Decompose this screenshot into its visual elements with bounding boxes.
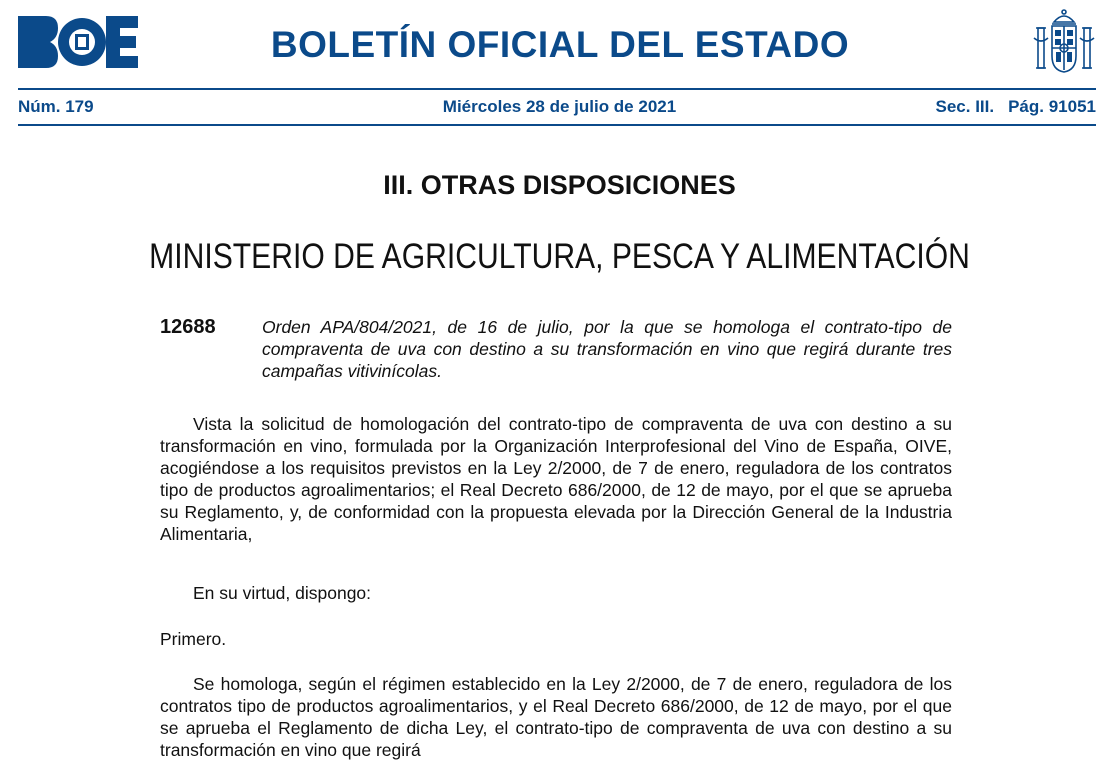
article-heading: Primero.	[160, 629, 227, 649]
section-page	[922, 97, 1097, 117]
ministry-heading: MINISTERIO DE AGRICULTURA, PESCA Y ALIMENTACIÓN	[149, 237, 970, 276]
page-label: Pág. 91051	[1008, 97, 1096, 116]
paragraph-2: Se homologa, según el régimen establecido en la Ley 2/2000, de 7 de enero, reguladora de los contratos tipo de productos agroalimentarios, y el Real Decreto 686/2000, de 12 de mayo, por el que se aprueba el Reglamento de dicha Ley, el contrato-tipo de compraventa de uva con destino a su transformación en vino que regirá	[160, 674, 952, 760]
header-rule-top	[18, 88, 1096, 90]
header-rule-bottom	[18, 124, 1096, 126]
order-title: Orden APA/804/2021, de 16 de julio, por la que se homologa el contrato-tipo de compraventa de uva con destino a su transformación en vino que regirá durante tres campañas vitivinícolas.	[262, 317, 952, 381]
boe-logo	[18, 16, 138, 68]
order-number: 12688	[160, 316, 216, 338]
page-title: BOLETÍN OFICIAL DEL ESTADO	[270, 24, 850, 65]
paragraph-1-sub: En su virtud, dispongo:	[193, 583, 372, 603]
spain-coat-of-arms-icon	[1030, 8, 1098, 78]
section-label: Sec. III.	[935, 97, 995, 116]
issue-date: Miércoles 28 de julio de 2021	[442, 97, 677, 116]
issue-number: Núm. 179	[18, 97, 94, 116]
section-heading: III. OTRAS DISPOSICIONES	[383, 170, 736, 200]
paragraph-1: Vista la solicitud de homologación del contrato-tipo de compraventa de uva con destino a su transformación en vino, formulada por la Organización Interprofesional del Vino de España, OIVE, acogiéndose a los requisitos previstos en la Ley 2/2000, de 7 de enero, reguladora de los contratos tipo de productos agroalimentarios; el Real Decreto 686/2000, de 12 de mayo, por el que se aprueba su Reglamento, y, de conformidad con la propuesta elevada por la Dirección General de la Industria Alimentaria,	[160, 414, 952, 544]
